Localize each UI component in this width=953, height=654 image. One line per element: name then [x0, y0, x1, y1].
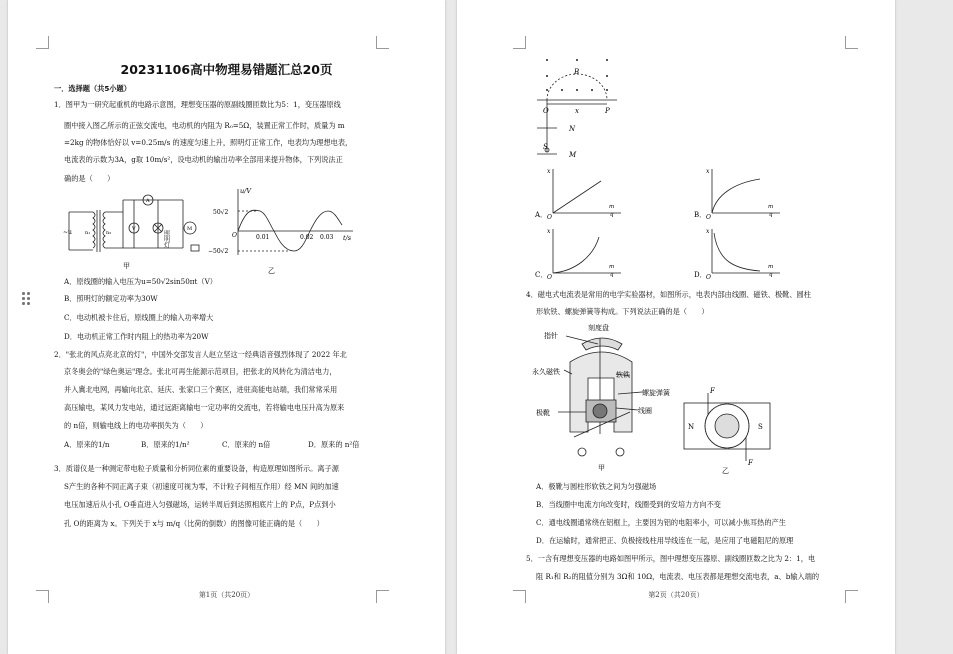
label-coil: 线圈 — [638, 407, 652, 415]
axis-t-label: t/s — [343, 234, 352, 242]
axis-label: m — [609, 204, 615, 210]
label-M: M — [569, 151, 577, 159]
q3-line: 孔 O的距离为 x。下列关于 x与 m/q（比荷的倒数）的图像可能正确的是（ ） — [64, 519, 324, 528]
axis-u-label: u/V — [240, 187, 252, 195]
q2-line: 高压输电，某风力发电站，通过远距离输电一定功率的交流电，若将输电电压升高为原来 — [64, 403, 345, 412]
axis-label: q — [610, 212, 614, 218]
q1-line: =2kg 的物体恰好以 v=0.25m/s 的速度匀速上升，照明灯正常工作，电表均为理想电表， — [64, 138, 353, 147]
q1-line: 电流表的示数为3A，g取 10m/s²，设电动机的输出功率全部用来提升物体，下列说法正 — [64, 155, 343, 164]
origin-label: O — [706, 214, 711, 221]
n2-label: n₂ — [106, 230, 112, 236]
label-B: B — [574, 68, 580, 76]
label-S: S — [758, 423, 763, 431]
axis-label: q — [769, 212, 773, 218]
label-magnet: 永久磁铁 — [532, 368, 560, 376]
axis-label: q — [769, 272, 773, 278]
figure-yi-caption: 乙 — [722, 467, 729, 475]
amplitude-negative: −50√2 — [208, 248, 229, 255]
q4-line: 4．磁电式电流表是常用的电学实验器材，如图所示，电表内部由线圈、磁铁、极靴、圆柱 — [526, 290, 811, 299]
q2-option-a: A．原来的1/n — [64, 440, 110, 449]
axis-label: m — [609, 264, 615, 270]
axis-label: x — [706, 228, 710, 235]
source-label: ~u — [63, 229, 72, 236]
lamp-label: 照明灯 — [162, 230, 170, 248]
q2-option-c: C．原来的 n倍 — [222, 440, 271, 449]
document-page-2 — [457, 0, 895, 654]
q3-line: 3．质谱仪是一种测定带电粒子质量和分析同位素的重要设备，构造原理如图所示。离子源 — [54, 464, 339, 473]
q2-option-d: D．原来的 n²倍 — [308, 440, 360, 449]
motor-label: M — [187, 226, 193, 232]
document-title: 20231106高中物理易错题汇总20页 — [120, 62, 333, 77]
tick-label: 0.02 — [300, 234, 314, 241]
origin-label: O — [232, 232, 237, 239]
option-label: B． — [694, 211, 707, 219]
drag-handle-icon[interactable] — [22, 292, 31, 306]
galvanometer-diagram-jia — [532, 322, 670, 472]
q5-line: 阻 R₁和 R₂的阻值分别为 3Ω和 10Ω，电流表、电压表都是理想交流电表，a、b输入端的 — [536, 572, 820, 581]
voltmeter-label: V — [132, 226, 136, 232]
crop-mark — [36, 36, 49, 49]
label-dial: 刻度盘 — [588, 324, 609, 332]
label-pointer: 指针 — [544, 332, 558, 340]
q4-line: 形软铁、螺旋弹簧等构成。下列说法正确的是（ ） — [536, 307, 709, 316]
q3-line: 电压加速后从小孔 O垂直进入匀强磁场，运转半周后到达照相底片上的 P点，P点到小 — [64, 500, 336, 509]
q1-option-b: B．照明灯的额定功率为30W — [64, 294, 158, 303]
option-label: A． — [535, 211, 548, 219]
origin-label: O — [547, 214, 552, 221]
q1-option-a: A．原线圈的输入电压为u=50√2sin50πt（V） — [64, 277, 217, 286]
q2-line: 并入冀北电网，再输向北京、延庆、张家口三个赛区，进驻高能电站端，我们常常采用 — [64, 385, 338, 394]
q2-option-b: B．原来的1/n² — [141, 440, 190, 449]
tick-label: 0.03 — [320, 234, 334, 241]
crop-mark — [513, 36, 526, 49]
label-soft-iron: 软铁 — [616, 371, 630, 379]
label-N: N — [688, 423, 695, 431]
axis-label: m — [768, 204, 774, 210]
crop-mark — [845, 36, 858, 49]
q1-line: 确的是（ ） — [64, 174, 115, 183]
sine-graph-yi — [208, 185, 358, 275]
option-label: C． — [535, 271, 548, 279]
q5-line: 5．一含有理想变压器的电路如图甲所示，图中理想变压器原、副线圈匝数之比为 2：1，电 — [526, 554, 816, 563]
crop-mark — [376, 36, 389, 49]
circuit-diagram-jia — [63, 190, 213, 270]
graph-option-c — [535, 225, 625, 280]
figure-yi-caption: 乙 — [268, 267, 275, 275]
q1-line: 圈中接入图乙所示的正弦交流电，电动机的内阻为 R₀=5Ω，装置正常工作时，质量为 m — [64, 121, 345, 130]
axis-label: x — [547, 168, 551, 175]
tick-label: 0.01 — [256, 234, 270, 241]
q3-line: S产生的各种不同正离子束（初速度可视为零，不计粒子间相互作用）经 MN 间的加速 — [64, 482, 339, 491]
galvanometer-diagram-yi — [682, 385, 772, 475]
figure-jia-caption: 甲 — [123, 262, 130, 270]
label-F: F — [748, 459, 753, 467]
page-footer: 第1页（共20页） — [198, 591, 255, 599]
q2-line: 京冬奥会的"绿色奥运"理念。张北可再生能源示范项目，把张北的风转化为清洁电力， — [64, 367, 337, 376]
q2-line: 的 n倍，则输电线上的电功率损失为（ ） — [64, 421, 208, 430]
axis-label: q — [610, 272, 614, 278]
q1-line: 1．图甲为一研究起重机的电路示意图，理想变压器的原副线圈匝数比为5：1，变压器原线 — [54, 100, 341, 109]
option-label: D． — [694, 271, 707, 279]
axis-label: x — [706, 168, 710, 175]
q4-option-d: D．在运输时，通常把正、负极接线柱用导线连在一起，是应用了电磁阻尼的原理 — [536, 536, 794, 545]
page-footer: 第2页（共20页） — [648, 591, 704, 599]
graph-option-a — [535, 165, 625, 220]
graph-option-d — [694, 225, 784, 280]
origin-label: O — [706, 274, 711, 281]
q4-option-b: B．当线圈中电流方向改变时，线圈受到的安培力方向不变 — [536, 500, 721, 509]
figure-jia-caption: 甲 — [598, 464, 605, 472]
label-F: F — [710, 387, 715, 395]
q2-line: 2．"张北的风点亮北京的灯"，中国外交部发言人赵立坚这一经典语音强烈体现了 2022 年北 — [54, 350, 347, 359]
q1-option-d: D．电动机正常工作时内阻上的热功率为20W — [64, 332, 209, 341]
axis-label: x — [547, 228, 551, 235]
q4-option-c: C．通电线圈通常绕在铝框上，主要因为铝的电阻率小，可以减小焦耳热的产生 — [536, 518, 786, 527]
amplitude-positive: 50√2 — [213, 209, 229, 216]
label-spring: 螺旋弹簧 — [642, 389, 670, 397]
q4-option-a: A．极靴与圆柱形软铁之间为匀强磁场 — [536, 482, 657, 491]
document-page-1 — [8, 0, 445, 654]
q1-option-c: C．电动机被卡住后，原线圈上的输入功率增大 — [64, 313, 214, 322]
graph-option-b — [694, 165, 784, 220]
label-pole-shoe: 极靴 — [536, 409, 550, 417]
label-N: N — [569, 125, 576, 133]
origin-label: O — [547, 274, 552, 281]
axis-label: m — [768, 264, 774, 270]
n1-label: n₁ — [85, 230, 91, 236]
section-heading: 一．选择题（共5小题） — [54, 84, 131, 93]
mass-spectrometer-diagram — [537, 58, 647, 163]
label-O: O — [543, 107, 549, 115]
label-P: P — [605, 107, 610, 115]
label-x: x — [575, 107, 579, 115]
ammeter-label: A — [146, 198, 150, 204]
label-S: S — [543, 143, 548, 151]
